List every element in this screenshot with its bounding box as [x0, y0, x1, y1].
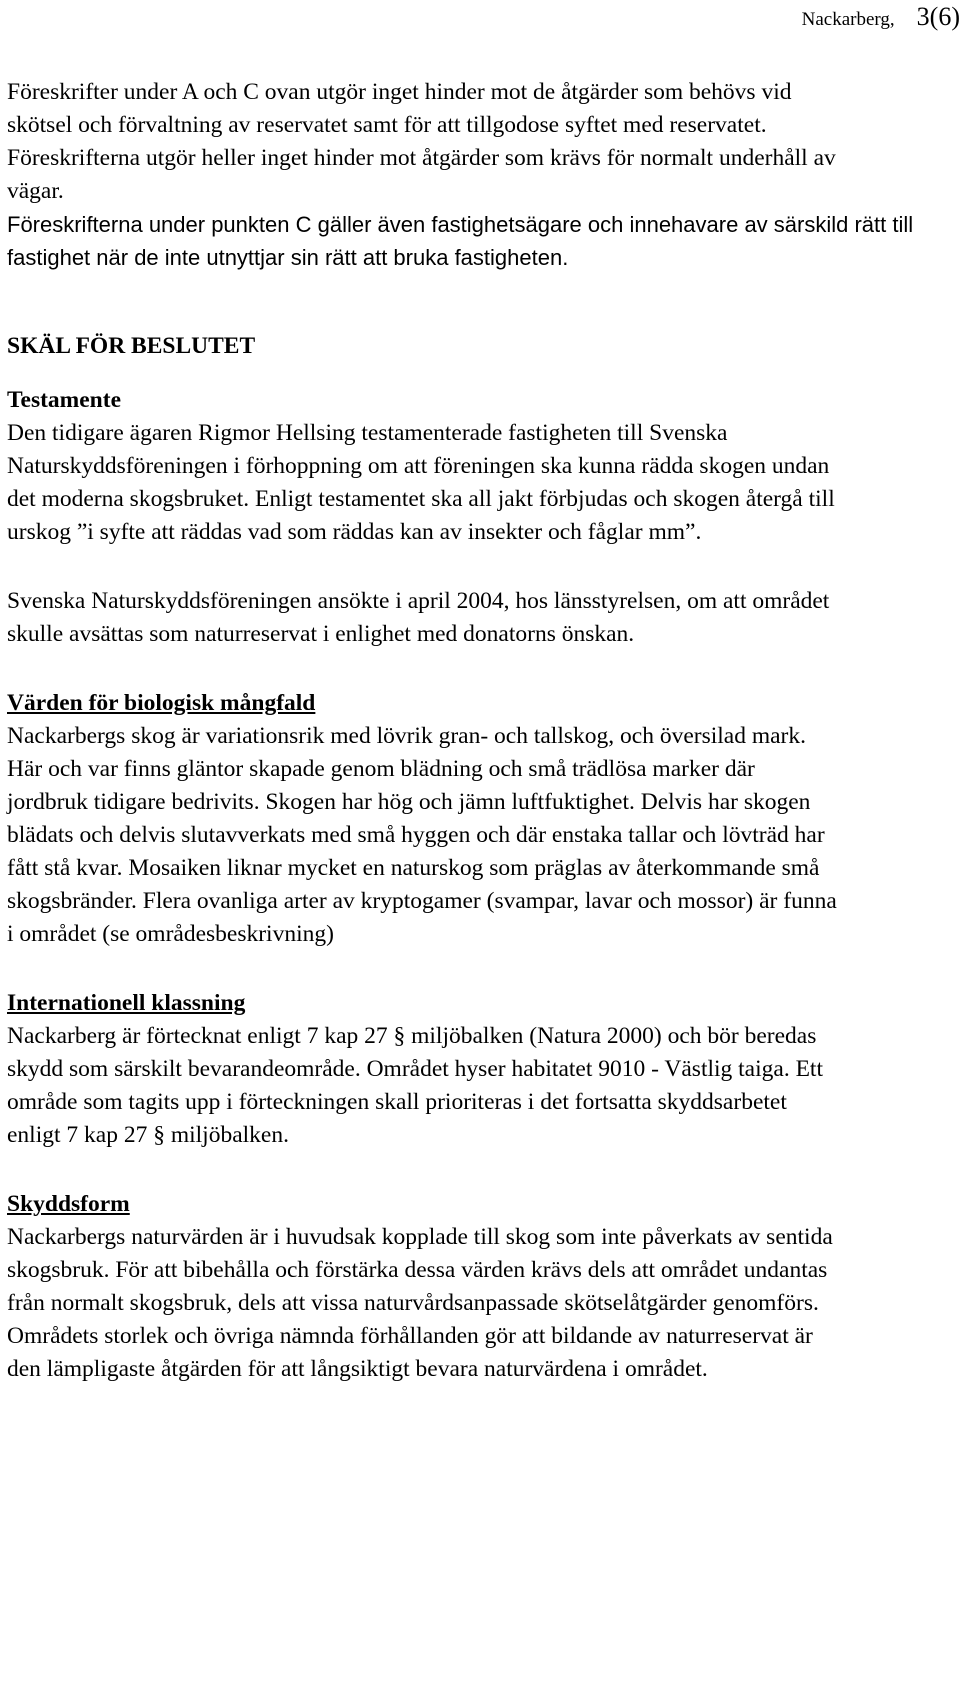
- intro-paragraph: Föreskrifter under A och C ovan utgör inget hinder mot de åtgärder som behövs vid skötsel och förvaltning av reservatet samt för att tillgodose syftet med reservatet. Föreskrifterna utgör heller inget hinder mot åtgärder som krävs för normalt underhåll av vägar.: [7, 79, 836, 204]
- paragraph-ansokan: Svenska Naturskyddsföreningen ansökte i april 2004, hos länsstyrelsen, om att området skulle avsättas som naturreservat i enlighet med donatorns önskan.: [7, 588, 830, 647]
- paragraph-internationell-klassning: Nackarberg är förtecknat enligt 7 kap 27 § miljöbalken (Natura 2000) och bör beredas skydd som särskilt bevarandeområde. Området hyser habitatet 9010 - Västlig taiga. Ett område som tagits upp i förteckningen skall prioriteras i det fortsatta skyddsarbetet enligt 7 kap 27 § miljöbalken.: [7, 1023, 823, 1148]
- heading-skyddsform: Skyddsform: [7, 1191, 130, 1217]
- paragraph-skyddsform: Nackarbergs naturvärden är i huvudsak kopplade till skog som inte påverkats av sentida skogsbruk. För att bibehålla och förstärka dessa värden krävs dels att området undantas från normalt skogsbruk, dels att vissa naturvårdsanpassade skötselåtgärder genomförs. Områdets storlek och övriga nämnda förhållanden gör att bildande av naturreservat är den lämpligaste åtgärden för att långsiktigt bevara naturvärdena i området.: [7, 1224, 833, 1382]
- intro-sans-paragraph: Föreskrifterna under punkten C gäller även fastighetsägare och innehavare av särskild rätt till fastighet när de inte utnyttjar sin rätt att bruka fastigheten.: [7, 212, 914, 270]
- page-header: [560, 2, 960, 32]
- paragraph-biologisk-mangfald: Nackarbergs skog är variationsrik med lövrik gran- och tallskog, och översilad mark. Här och var finns gläntor skapade genom blädning och små trädlösa marker där jordbruk tidigare bedrivits. Skogen har hög och jämn luftfuktighet. Delvis har skogen blädats och delvis slutavverkats med små hyggen och där enstaka tallar och lövträd har fått stå kvar. Mosaiken liknar mycket en naturskog som präglas av återkommande små skogsbränder. Flera ovanliga arter av kryptogamer (svampar, lavar och mossor) är funna i området (se områdesbeskrivning): [7, 723, 837, 947]
- paragraph-testamente: Den tidigare ägaren Rigmor Hellsing testamenterade fastigheten till Svenska Naturskyddsföreningen i förhoppning om att föreningen ska kunna rädda skogen undan det moderna skogsbruket. Enligt testamentet ska all jakt förbjudas och skogen återgå till urskog ”i syfte att räddas vad som räddas kan av insekter och fåglar mm”.: [7, 420, 835, 545]
- header-page-number: 3(6): [916, 2, 960, 31]
- heading-biologisk-mangfald: Värden för biologisk mångfald: [7, 690, 316, 716]
- heading-testamente: Testamente: [7, 387, 122, 413]
- header-document-name: Nackarberg,: [801, 9, 895, 30]
- document-body: [7, 76, 952, 1386]
- main-section-heading: SKÄL FÖR BESLUTET: [7, 333, 256, 359]
- heading-internationell-klassning: Internationell klassning: [7, 990, 246, 1016]
